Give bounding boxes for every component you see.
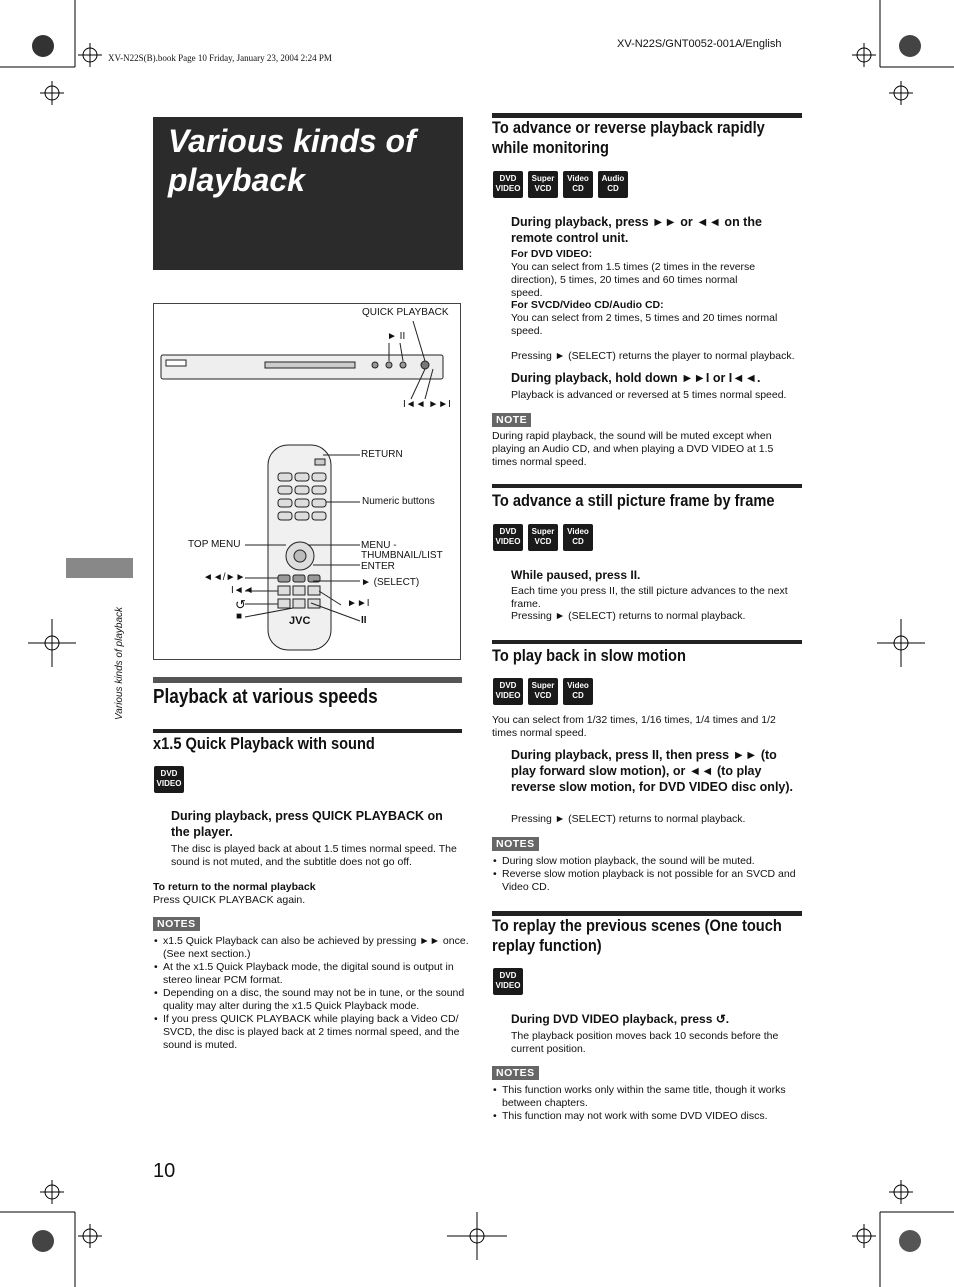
rapid-pressing: Pressing ► (SELECT) returns the player to normal playback. bbox=[511, 350, 795, 362]
notes-label: NOTES bbox=[492, 1066, 539, 1080]
heading-slow-motion: To play back in slow motion bbox=[492, 646, 686, 665]
list-item: • This function may not work with some DVD VIDEO discs. bbox=[502, 1110, 810, 1123]
doc-code: XV-N22S/GNT0052-001A/English bbox=[617, 38, 782, 50]
svcd-text: You can select from 2 times, 5 times and 20 times normal speed. bbox=[511, 312, 778, 337]
list-item: • At the x1.5 Quick Playback mode, the digital sound is output in stereo linear PCM format. bbox=[163, 961, 471, 987]
quick-step: During playback, press QUICK PLAYBACK on the player. bbox=[171, 809, 443, 839]
rapid-step-1: During playback, press ►► or ◄◄ on the remote control unit. bbox=[511, 215, 762, 245]
frame-desc-1: Each time you press II, the still picture advances to the next frame. bbox=[511, 585, 788, 610]
vcd-badge: Video CD bbox=[563, 171, 593, 198]
svcd-badge: Super VCD bbox=[528, 678, 558, 705]
page-title: Various kinds of playback bbox=[168, 123, 416, 198]
side-label: Various kinds of playback bbox=[114, 606, 125, 720]
label-next: ►►I bbox=[347, 598, 370, 609]
remote-brand: JVC bbox=[289, 615, 311, 627]
dvd-video-badge: DVD VIDEO bbox=[493, 171, 523, 198]
quick-step-desc: The disc is played back at about 1.5 times normal speed. The sound is not muted, and the subtitle does not go off. bbox=[171, 843, 457, 868]
note-label: NOTE bbox=[492, 413, 531, 427]
label-quick-playback: QUICK PLAYBACK bbox=[362, 307, 449, 318]
stop-icon: ■ bbox=[236, 611, 243, 622]
rapid-step-2-desc: Playback is advanced or reversed at 5 times normal speed. bbox=[511, 389, 787, 401]
label-menu: MENU - bbox=[361, 540, 397, 551]
label-return: RETURN bbox=[361, 449, 403, 460]
label-select: ► (SELECT) bbox=[361, 577, 420, 588]
list-item: • Depending on a disc, the sound may not be in tune, or the sound quality may alter during the x1.5 Quick Playback mode. bbox=[163, 987, 471, 1013]
rule bbox=[153, 677, 462, 683]
audio-cd-badge: Audio CD bbox=[598, 171, 628, 198]
label-skip: I◄◄ ►►I bbox=[403, 399, 451, 410]
player-remote-illustration bbox=[153, 303, 461, 660]
svcd-heading: For SVCD/Video CD/Audio CD: bbox=[511, 299, 664, 311]
replay-desc: The playback position moves back 10 seconds before the current position. bbox=[511, 1030, 779, 1055]
slow-pressing: Pressing ► (SELECT) returns to normal playback. bbox=[511, 813, 746, 825]
slow-intro: You can select from 1/32 times, 1/16 times, 1/4 times and 1/2 times normal speed. bbox=[492, 714, 776, 739]
replay-notes bbox=[492, 1084, 810, 1123]
heading-frame-by-frame: To advance a still picture frame by frame bbox=[492, 491, 775, 510]
return-text: Press QUICK PLAYBACK again. bbox=[153, 894, 306, 906]
notes-label: NOTES bbox=[492, 837, 539, 851]
list-item: • This function works only within the same title, though it works between chapters. bbox=[502, 1084, 810, 1110]
list-item: • During slow motion playback, the sound will be muted. bbox=[502, 855, 810, 868]
label-prev: I◄◄ bbox=[231, 585, 254, 596]
replay-icon: ↺ bbox=[235, 597, 246, 612]
dvd-video-badge: DVD VIDEO bbox=[493, 968, 523, 995]
heading-quick-playback: x1.5 Quick Playback with sound bbox=[153, 734, 375, 753]
dvd-video-badge: DVD VIDEO bbox=[493, 524, 523, 551]
vcd-badge: Video CD bbox=[563, 524, 593, 551]
dvd-heading: For DVD VIDEO: bbox=[511, 248, 593, 260]
vcd-badge: Video CD bbox=[563, 678, 593, 705]
svcd-badge: Super VCD bbox=[528, 524, 558, 551]
dvd-video-badge: DVD VIDEO bbox=[493, 678, 523, 705]
label-thumbnail: THUMBNAIL/LIST bbox=[361, 550, 443, 561]
section-tab bbox=[66, 558, 133, 578]
heading-playback-speeds: Playback at various speeds bbox=[153, 686, 378, 708]
rapid-note: During rapid playback, the sound will be muted except when playing an Audio CD, and when playing a DVD VIDEO at 1.5 times normal speed. bbox=[492, 430, 774, 468]
label-top-menu: TOP MENU bbox=[188, 539, 241, 550]
list-item: • x1.5 Quick Playback can also be achieved by pressing ►► once. (See next section.) bbox=[163, 935, 471, 961]
svcd-badge: Super VCD bbox=[528, 171, 558, 198]
rule bbox=[492, 484, 802, 488]
list-item: • Reverse slow motion playback is not possible for an SVCD and Video CD. bbox=[502, 868, 810, 894]
page-number: 10 bbox=[153, 1160, 176, 1182]
return-heading: To return to the normal playback bbox=[153, 881, 316, 893]
rule bbox=[153, 729, 462, 733]
label-play-pause: ► II bbox=[387, 331, 406, 342]
heading-one-touch-replay: To replay the previous scenes (One touch replay function) bbox=[492, 916, 782, 955]
list-item: • If you press QUICK PLAYBACK while playing back a Video CD/ SVCD, the disc is played back at 2 times normal speed, and the sound is muted. bbox=[163, 1013, 471, 1052]
replay-step: During DVD VIDEO playback, press ↺. bbox=[511, 1012, 730, 1026]
label-pause: II bbox=[361, 615, 367, 626]
dvd-text: You can select from 1.5 times (2 times in the reverse direction), 5 times, 20 times and 60 times normal speed. bbox=[511, 261, 756, 299]
frame-step: While paused, press II. bbox=[511, 568, 641, 582]
dvd-video-badge: DVD VIDEO bbox=[154, 766, 184, 793]
slow-notes bbox=[492, 855, 810, 894]
slow-step: During playback, press II, then press ►► (to play forward slow motion), or ◄◄ (to play reverse slow motion, for DVD VIDEO disc only). bbox=[511, 748, 794, 794]
heading-rapid: To advance or reverse playback rapidly while monitoring bbox=[492, 118, 765, 157]
label-rew-ff: ◄◄/►► bbox=[203, 572, 246, 583]
left-notes bbox=[153, 935, 471, 1052]
frame-desc-2: Pressing ► (SELECT) returns to normal playback. bbox=[511, 610, 746, 622]
file-info: XV-N22S(B).book Page 10 Friday, January 23, 2004 2:24 PM bbox=[108, 53, 332, 63]
rapid-step-2: During playback, hold down ►►I or I◄◄. bbox=[511, 371, 761, 385]
rule bbox=[492, 640, 802, 644]
notes-label: NOTES bbox=[153, 917, 200, 931]
label-numeric: Numeric buttons bbox=[362, 496, 435, 507]
label-enter: ENTER bbox=[361, 561, 395, 572]
